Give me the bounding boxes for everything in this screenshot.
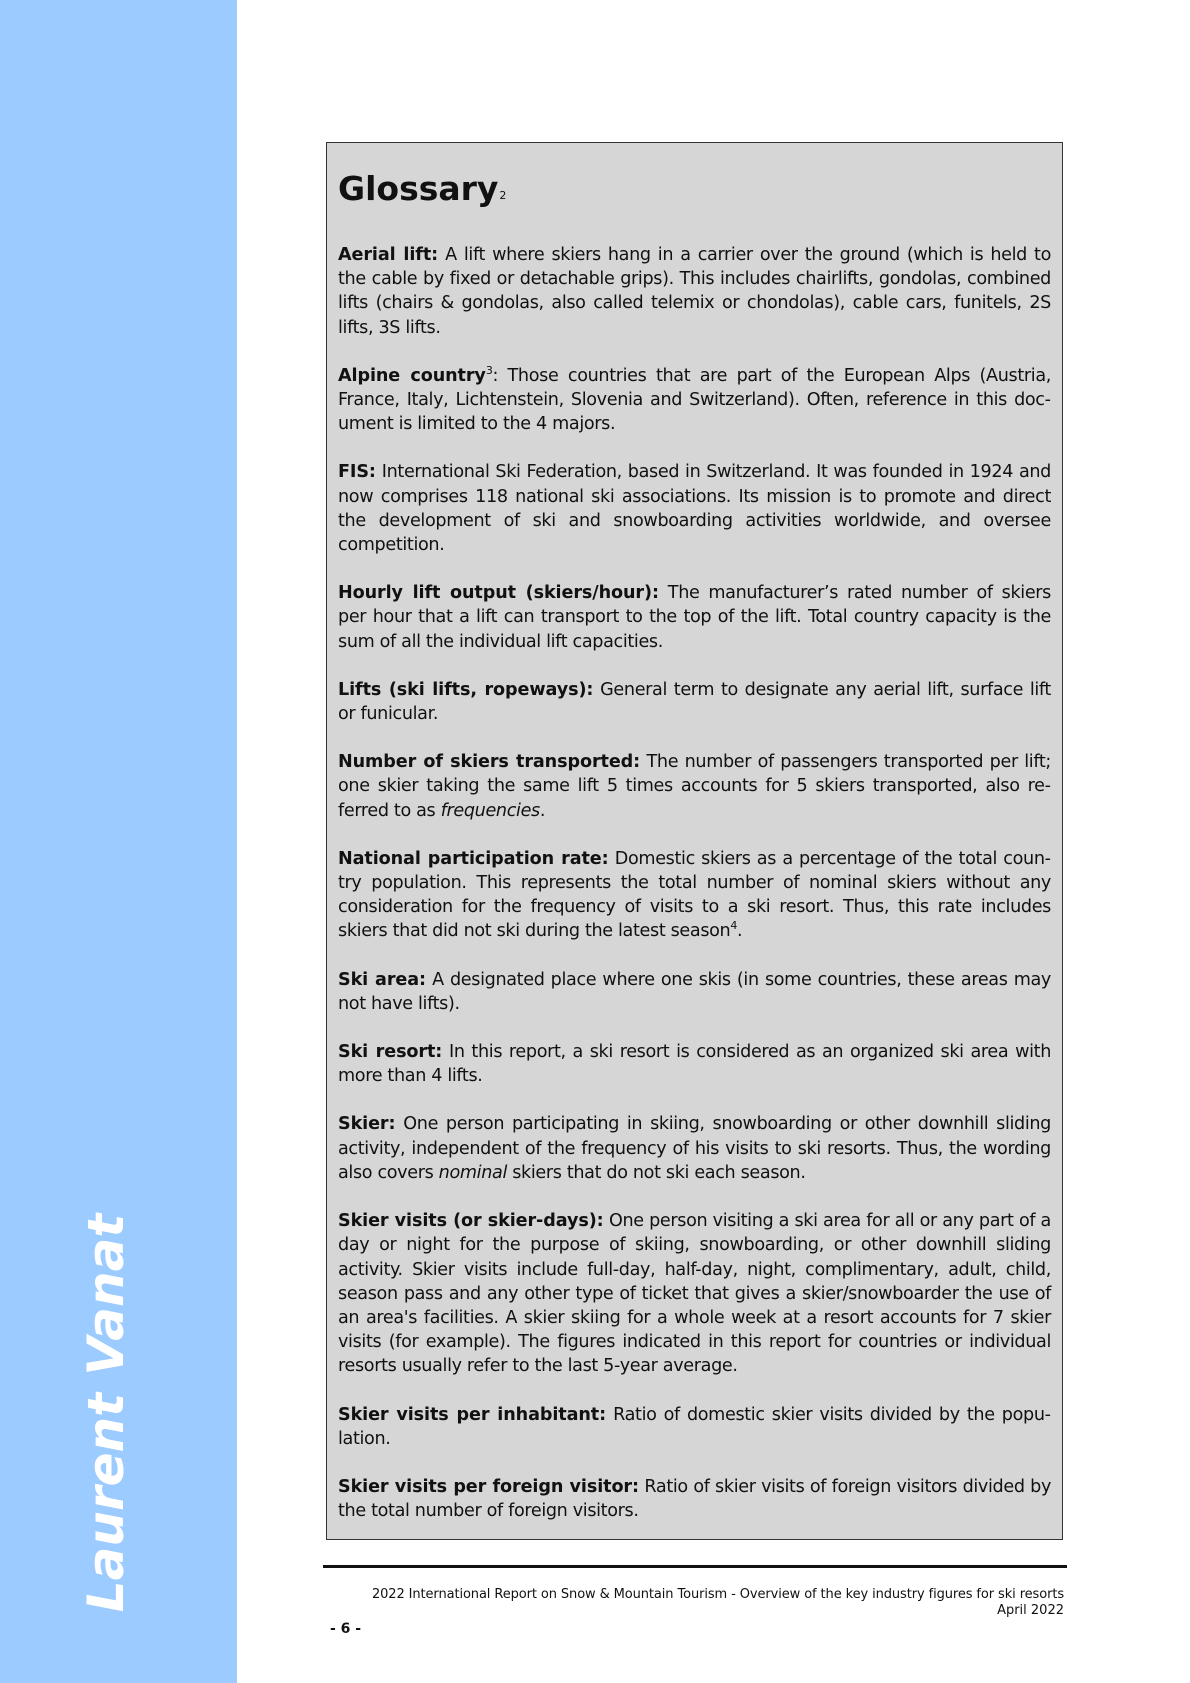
page-number: - 6 -: [330, 1621, 362, 1637]
glossary-entry-fis: [338, 460, 1051, 557]
entry-text: The manufacturer’s rated number of skiers per hour that a lift can transport to the top of the lift. Total country capacity is the sum of all the individual lift capacities.: [338, 583, 1051, 652]
entry-text: Domestic skiers as a percentage of the total country population. This represents the total number of nominal skiers without any consideration for the frequency of visits to a ski resort. Thus, this rate includes skiers that did not ski during the latest season: [338, 848, 1051, 942]
glossary-entry-visits-per-inhabitant: [338, 1403, 1051, 1451]
entry-term: National participation rate:: [338, 848, 609, 869]
entry-term: Skier visits (or skier-days):: [338, 1211, 604, 1232]
entry-text: A lift where skiers hang in a carrier over the ground (which is held to the cable by fixed or detachable grips). This includes chairlifts, gondolas, combined lifts (chairs & gondolas, also called telemix or chondolas), cable cars, funitels, 2S lifts, 3S lifts.: [338, 245, 1052, 338]
footer-report-title: 2022 International Report on Snow & Mountain Tourism - Overview of the key industry figures for ski resorts: [371, 1587, 1064, 1602]
entry-term: Hourly lift output (skiers/hour):: [338, 583, 659, 604]
author-name: Laurent Vanat: [77, 1213, 135, 1613]
entry-term: Skier:: [338, 1114, 396, 1135]
entry-term: Skier visits per inhabitant:: [338, 1404, 607, 1425]
entry-text-after: skiers that do not ski each season.: [506, 1162, 806, 1183]
entry-term: Alpine country: [338, 365, 486, 386]
glossary-box: [326, 142, 1063, 1540]
entry-term: Number of skiers transported:: [338, 752, 641, 773]
sidebar: [0, 0, 237, 1683]
glossary-entry-lifts: [338, 678, 1051, 726]
entry-text: One person visiting a ski area for all or any part of a day or night for the purpose of skiing, snowboarding, or other downhill sliding activity. Skier visits include full-day, half-day, night, complimentary, adult, child, season pass and any other type of ticket that gives a skier/snowboarder the use of an area's facilities. A skier skiing for a whole week at a resort accounts for 7 skier visits (for example). The figures indicated in this report for countries or individual resorts usually refer to the last 5-year average.: [338, 1211, 1051, 1377]
glossary-entry-alpine-country: [338, 364, 1051, 437]
entry-term: Ski area:: [338, 969, 426, 990]
entry-italic: nominal: [438, 1162, 507, 1183]
glossary-entry-visits-per-foreign-visitor: [338, 1475, 1051, 1523]
glossary-entry-aerial-lift: [338, 243, 1051, 340]
entry-footnote: 3: [485, 363, 493, 377]
entry-footnote: 4: [730, 919, 738, 933]
glossary-title-footnote: 2: [499, 189, 507, 202]
glossary-entry-participation-rate: [338, 847, 1051, 944]
glossary-entry-skiers-transported: [338, 750, 1051, 823]
entry-term: FIS:: [338, 462, 376, 483]
entry-term: Lifts (ski lifts, ropeways):: [338, 679, 594, 700]
entry-text: One person participating in skiing, snowboarding or other downhill sliding activity, independent of the frequency of his visits to ski resorts. Thus, the wording also covers: [338, 1114, 1051, 1183]
entry-italic: frequencies: [440, 800, 540, 821]
entry-term: Skier visits per foreign visitor:: [338, 1476, 639, 1497]
entry-text: Ratio of domestic skier visits divided by the population.: [338, 1404, 1051, 1449]
entry-text: The number of passengers transported per lift; one skier taking the same lift 5 times accounts for 5 skiers transported, also referred to as: [338, 752, 1051, 821]
glossary-entry-hourly-lift-output: [338, 581, 1051, 654]
glossary-entry-ski-resort: [338, 1040, 1051, 1088]
glossary-title: [338, 169, 1051, 217]
entry-text: General term to designate any aerial lift, surface lift or funicular.: [338, 679, 1051, 725]
entry-term: Ski resort:: [338, 1042, 443, 1063]
entry-text-after: .: [737, 921, 743, 942]
glossary-entry-ski-area: [338, 968, 1051, 1016]
footer-rule: [323, 1565, 1067, 1568]
entry-text: A designated place where one skis (in some countries, these areas may not have lifts).: [338, 969, 1051, 1014]
entry-text: : Those countries that are part of the European Alps (Austria, France, Italy, Lichtenstein, Slovenia and Switzerland). Often, reference in this document is limited to the 4 majors.: [338, 365, 1052, 435]
entry-text: International Ski Federation, based in Switzerland. It was founded in 1924 and now comprises 118 national ski associations. Its mission is to promote and direct the development of ski and snowboarding activities worldwide, and oversee competition.: [338, 462, 1051, 556]
entry-text: In this report, a ski resort is considered as an organized ski area with more than 4 lifts.: [338, 1042, 1052, 1087]
entry-text-after: .: [539, 800, 546, 821]
glossary-title-text: Glossary: [338, 169, 499, 208]
footer-date: April 2022: [997, 1603, 1064, 1618]
entry-text: Ratio of skier visits of foreign visitors divided by the total number of foreign visitors.: [338, 1476, 1051, 1522]
glossary-entry-skier: [338, 1112, 1051, 1185]
glossary-entry-skier-visits: [338, 1209, 1051, 1378]
entry-term: Aerial lift:: [338, 245, 439, 265]
